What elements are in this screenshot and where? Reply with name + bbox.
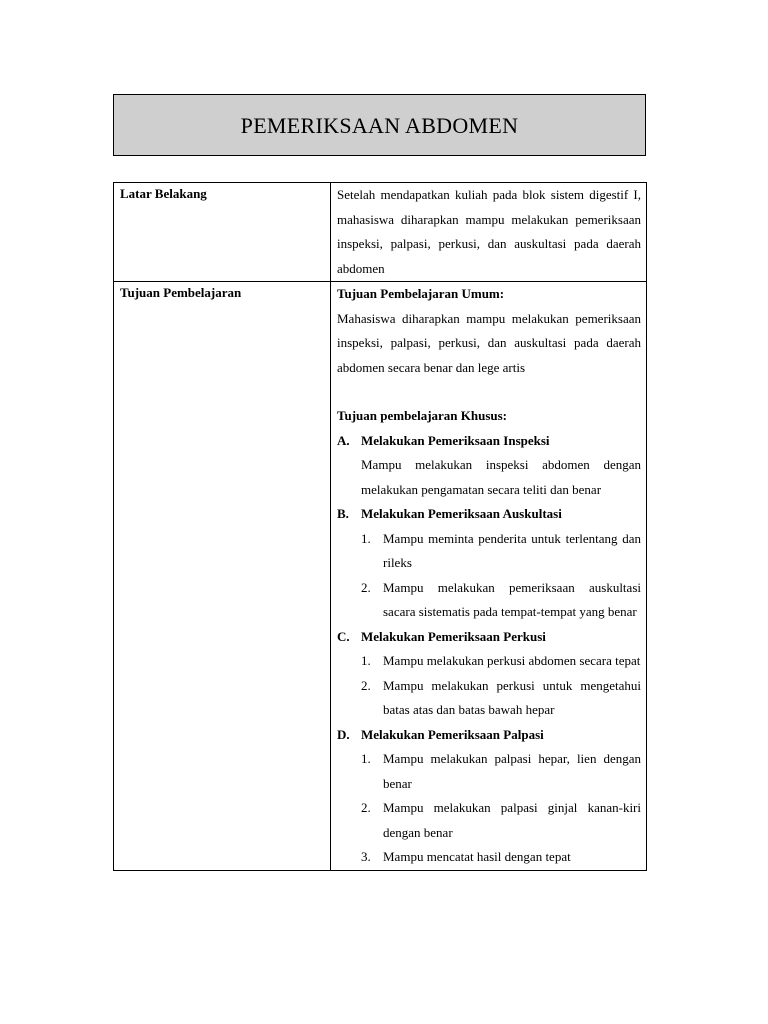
list-item [337,527,641,576]
content-table [113,182,647,871]
item-text: Mampu melakukan palpasi hepar, lien dengan benar [383,751,641,791]
list-item [337,845,641,870]
item-text: Mampu meminta penderita untuk terlentang dan rileks [383,530,641,570]
section-marker: C. [337,628,350,644]
item-text: Mampu mencatat hasil dengan tepat [383,849,571,864]
list-item [337,576,641,625]
section-text: Mampu melakukan inspeksi abdomen dengan melakukan pengamatan secara teliti dan benar [361,457,641,497]
spacer [337,380,641,404]
table-row-tujuan-pembelajaran [114,282,647,871]
section-title: Melakukan Pemeriksaan Inspeksi [361,432,550,448]
row-content [331,282,647,871]
table-row-latar-belakang [114,183,647,282]
section-title: Melakukan Pemeriksaan Auskultasi [361,506,562,521]
section-heading [337,625,641,650]
latar-belakang-text: Setelah mendapatkan kuliah pada blok sistem digestif I, mahasiswa diharapkan mampu melakukan pemeriksaan inspeksi, palpasi, perkusi, dan auskultasi pada daerah abdomen [337,187,641,276]
list-item [337,747,641,796]
section-title: Melakukan Pemeriksaan Palpasi [361,726,544,742]
page-title: PEMERIKSAAN ABDOMEN [240,113,519,138]
item-text: Mampu melakukan pemeriksaan auskultasi sacara sistematis pada tempat-tempat yang benar [383,579,641,619]
item-marker: 1. [361,530,371,546]
title-box [113,94,646,156]
list-item [337,796,641,845]
list-item [337,674,641,723]
section-marker: A. [337,432,350,448]
khusus-heading: Tujuan pembelajaran Khusus: [337,408,508,423]
list-item [337,649,641,674]
item-text: Mampu melakukan perkusi abdomen secara tepat [383,653,641,668]
row-label: Tujuan Pembelajaran [114,282,331,871]
section-marker: B. [337,506,349,521]
row-content [331,183,647,282]
item-marker: 1. [361,751,371,766]
item-marker: 2. [361,677,371,693]
section-heading [337,723,641,748]
section-marker: D. [337,726,350,742]
section-heading [337,502,641,527]
section-heading [337,429,641,454]
section-title: Melakukan Pemeriksaan Perkusi [361,628,546,644]
umum-heading: Tujuan Pembelajaran Umum: [337,286,505,301]
item-text: Mampu melakukan perkusi untuk mengetahui batas atas dan batas bawah hepar [383,677,641,717]
item-marker: 2. [361,579,371,595]
item-marker: 3. [361,849,371,864]
item-marker: 1. [361,653,371,668]
umum-text: Mahasiswa diharapkan mampu melakukan pemeriksaan inspeksi, palpasi, perkusi, dan auskultasi pada daerah abdomen secara benar dan lege artis [337,310,641,375]
item-text: Mampu melakukan palpasi ginjal kanan-kiri dengan benar [383,800,641,840]
item-marker: 2. [361,800,371,815]
row-label: Latar Belakang [114,183,331,282]
